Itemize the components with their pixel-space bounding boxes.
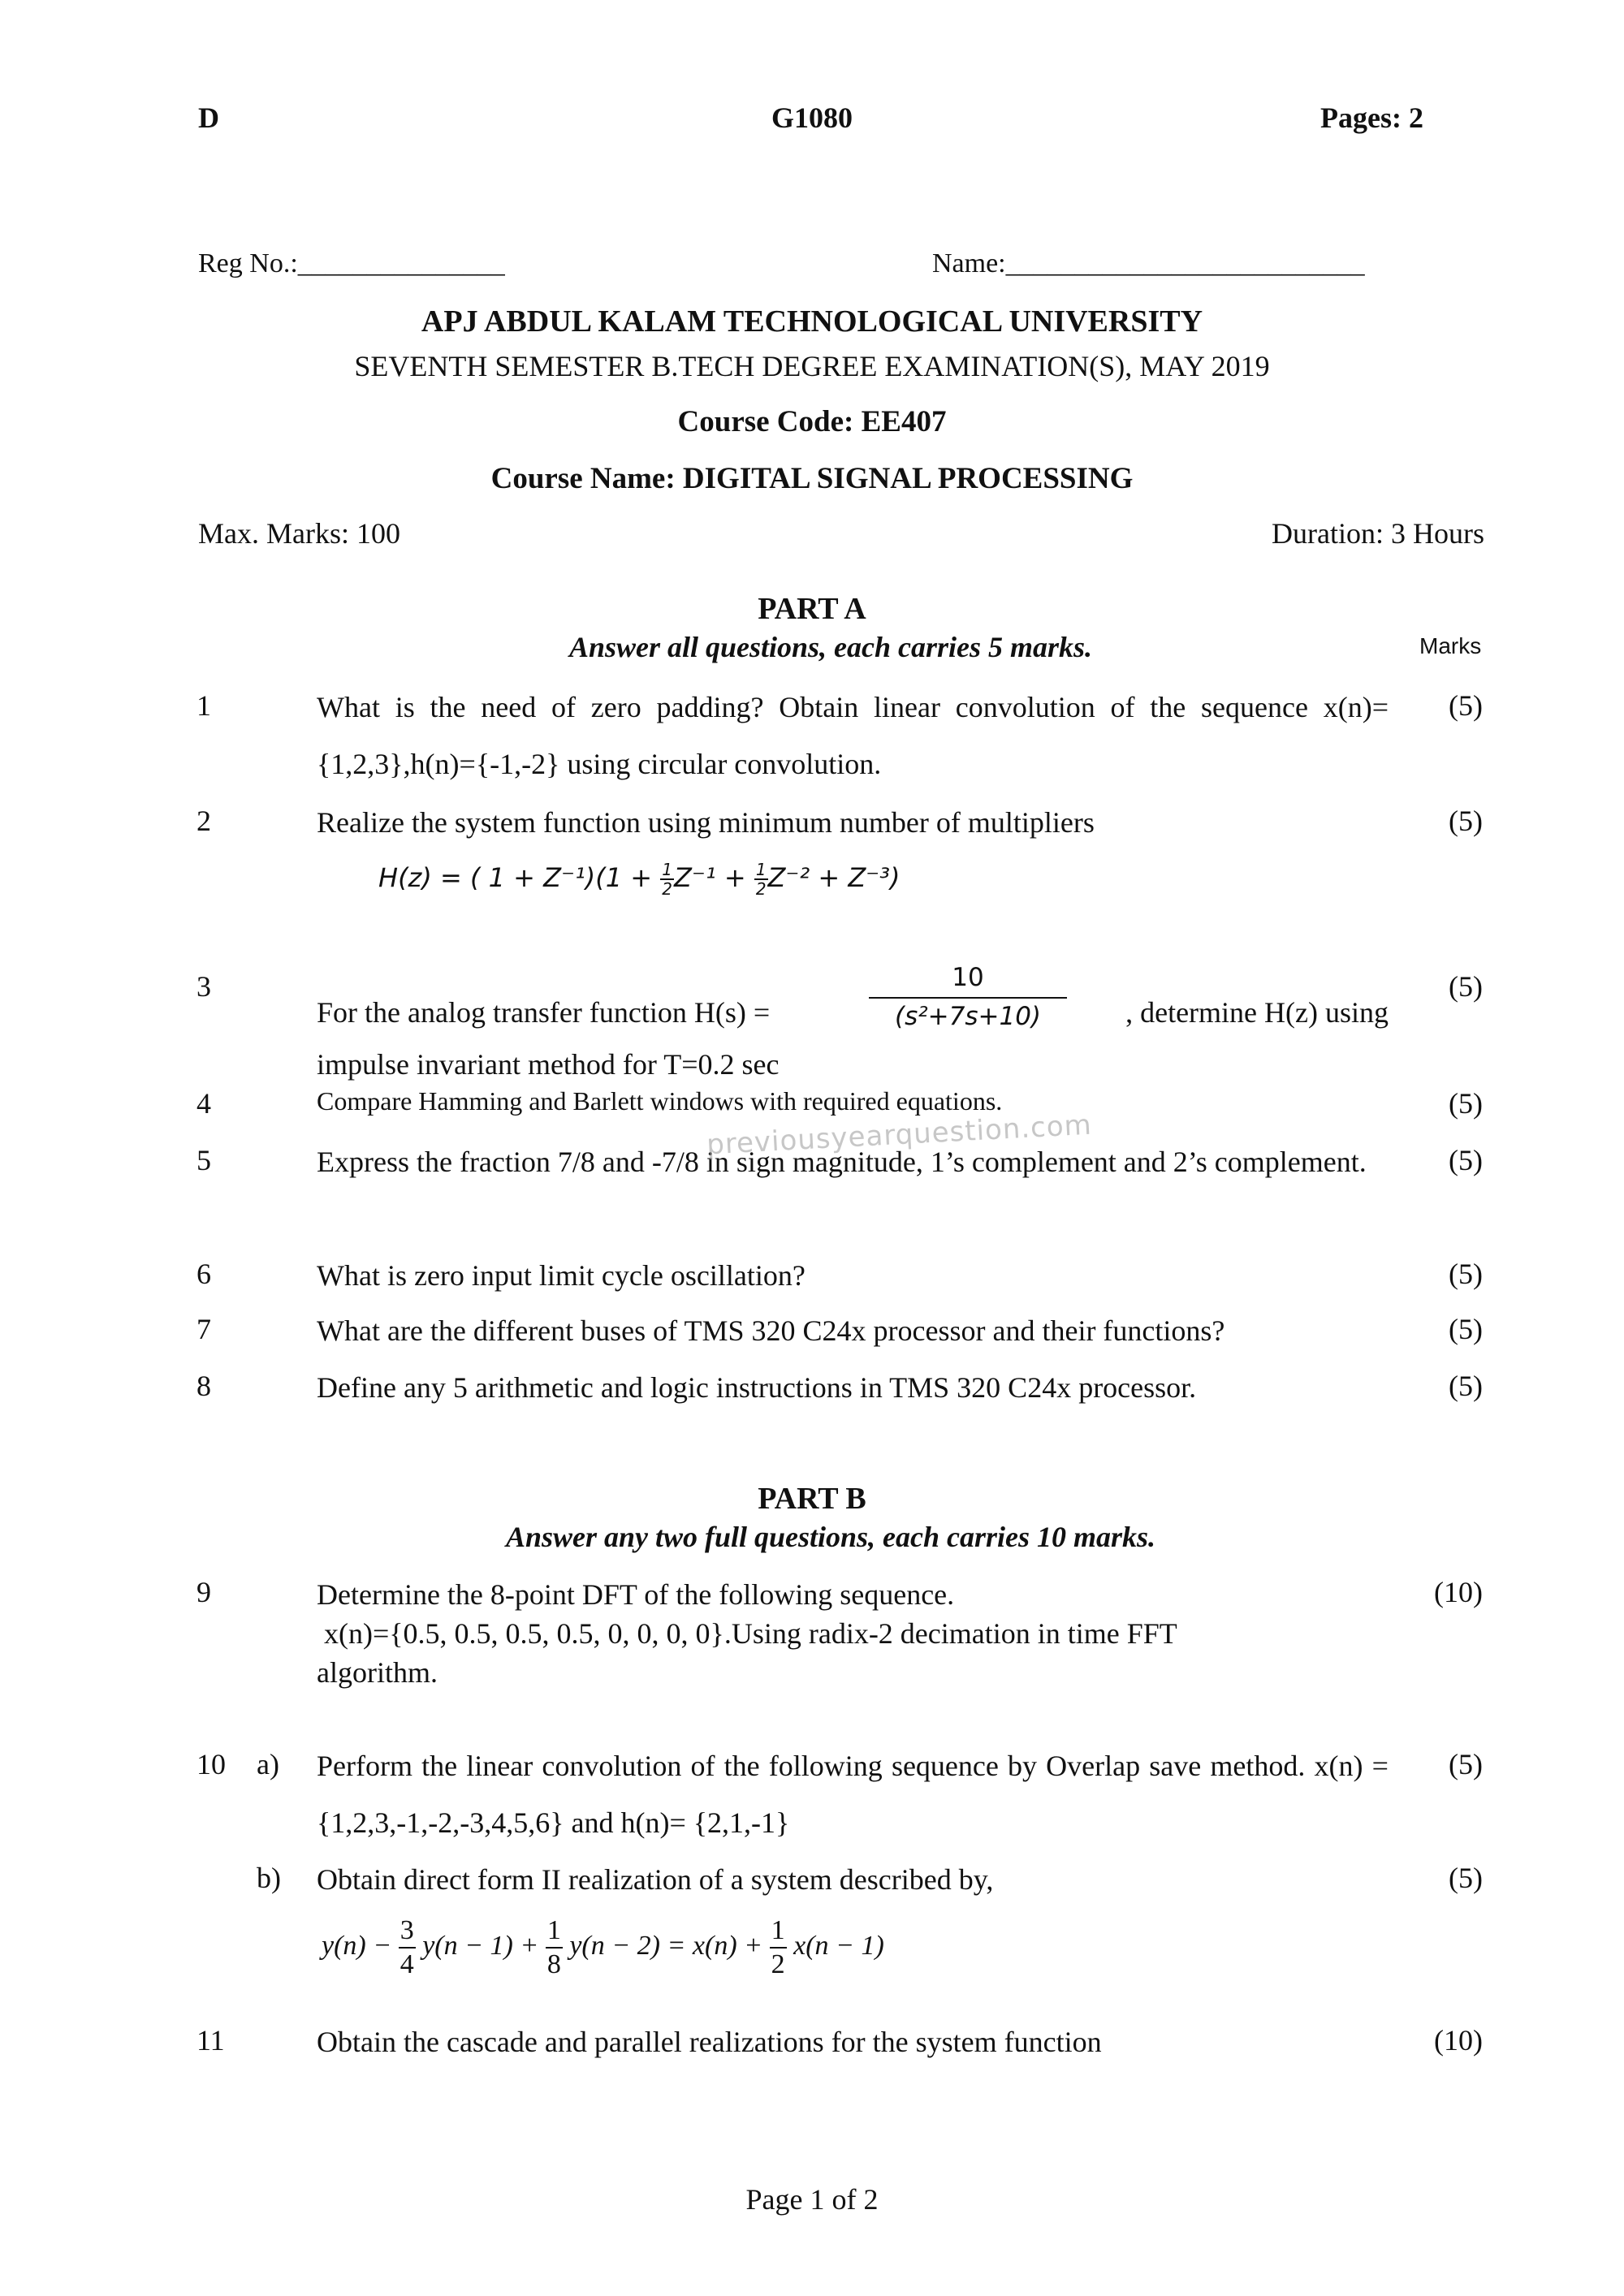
marks-column-header: Marks [1419,633,1482,658]
subquestion-label: a) [257,1748,279,1780]
fraction-denominator: (s²+7s+10) [894,1002,1042,1031]
question-marks: (5) [1449,1370,1483,1402]
page-count: Pages: 2 [1320,101,1423,134]
q9-line2: x(n)={0.5, 0.5, 0.5, 0.5, 0, 0, 0, 0}.Using radix-2 decimation in time FFT [317,1617,1177,1650]
course-code: Course Code: EE407 [677,405,947,438]
subquestion-label: b) [257,1862,281,1894]
part-b-instruction: Answer any two full questions, each carries 10 marks. [505,1521,1156,1553]
question-text: Realize the system function using minimum number of multipliers [317,806,1095,839]
fraction-numerator: 1 [546,1914,563,1949]
question-marks: (5) [1449,689,1483,722]
paper-set-code: D [198,101,219,134]
question-text: What is the need of zero padding? Obtain linear convolution of the sequence x(n)={1,2,3},h(n)={-1,-2} using circular convolution. [317,691,1389,780]
q2-eq-lhs: H(z) = ( 1 + Z⁻¹)(1 + [378,862,661,893]
reg-no-field: Reg No.:_______________ [198,248,505,278]
q9-line1: Determine the 8-point DFT of the following sequence. [317,1578,955,1611]
question-text: What is zero input limit cycle oscillation? [317,1259,806,1292]
eq-fraction [399,1914,416,1981]
question-text: Obtain direct form II realization of a system described by, [317,1863,994,1896]
q10b-difference-equation [322,1914,884,1981]
question-text: What are the different buses of TMS 320 C24x processor and their functions? [317,1314,1225,1347]
eq-fraction [770,1914,787,1981]
question-number: 4 [197,1087,211,1120]
question-marks: (10) [1434,2024,1483,2056]
question-marks: (10) [1434,1576,1483,1608]
fraction-numerator: 1 [755,860,767,879]
course-name-value: DIGITAL SIGNAL PROCESSING [682,462,1134,495]
question-text-continued: , determine H(z) using [1125,996,1389,1029]
question-text [317,1575,1177,1692]
question-number: 3 [197,970,211,1003]
eq-fraction [546,1914,563,1981]
q3-fraction [869,963,1067,1031]
watermark: previousyearquestion.com [706,1108,1093,1162]
q2-eq-mid2: Z⁻² + Z⁻³) [767,862,901,893]
eq-term: y(n) − [322,1930,399,1961]
question-number: 1 [197,689,211,722]
question-marks: (5) [1449,1258,1483,1290]
name-field: Name:__________________________ [932,248,1365,278]
question-text: Obtain the cascade and parallel realizations for the system function [317,2026,1102,2058]
q2-eq-fraction [660,861,674,898]
question-marks: (5) [1449,1144,1483,1176]
fraction-denominator: 2 [771,1949,785,1979]
fraction-denominator: 2 [662,879,673,899]
question-number: 9 [197,1576,211,1608]
question-number: 10 [197,1748,226,1780]
fraction-denominator: 8 [546,1949,561,1979]
question-marks: (5) [1449,970,1483,1003]
fraction-numerator: 1 [662,860,673,879]
q2-eq-fraction [754,861,768,898]
question-marks: (5) [1449,1313,1483,1345]
q9-line3: algorithm. [317,1656,438,1689]
exam-title: SEVENTH SEMESTER B.TECH DEGREE EXAMINATION(S), MAY 2019 [354,350,1270,382]
question-marks: (5) [1449,1087,1483,1120]
question-text: For the analog transfer function H(s) = [317,996,771,1029]
question-number: 8 [197,1370,211,1402]
question-text-line2: impulse invariant method for T=0.2 sec [317,1048,780,1081]
eq-term: y(n − 2) = x(n) + [562,1930,770,1961]
question-marks: (5) [1449,1862,1483,1894]
eq-term: y(n − 1) + [415,1930,546,1961]
fraction-denominator: 4 [400,1949,414,1979]
question-number: 6 [197,1258,211,1290]
course-name-label: Course Name: [490,462,683,495]
fraction-numerator: 1 [770,1914,787,1949]
q2-eq-mid1: Z⁻¹ + [674,862,754,893]
question-number: 5 [197,1144,211,1176]
part-a-instruction: Answer all questions, each carries 5 marks. [568,631,1093,663]
question-marks: (5) [1449,805,1483,837]
question-number: 7 [197,1313,211,1345]
q2-transfer-function [378,857,900,898]
course-name [0,461,1624,496]
part-b-title: PART B [758,1482,866,1516]
question-number: 2 [197,805,211,837]
fraction-numerator: 3 [399,1914,416,1949]
fraction-denominator: 2 [755,879,767,899]
part-a-title: PART A [758,592,866,626]
question-text: Perform the linear convolution of the following sequence by Overlap save method. x(n) ={1,2,3,-1,-2,-3,4,5,6} and h(n)= {2,1,-1} [317,1750,1389,1839]
question-marks: (5) [1449,1748,1483,1780]
duration: Duration: 3 Hours [1272,517,1484,550]
max-marks: Max. Marks: 100 [198,517,400,550]
question-number: 11 [197,2024,225,2056]
question-text: Express the fraction 7/8 and -7/8 in sign magnitude, 1’s complement and 2’s complement. [317,1146,1367,1178]
university-name: APJ ABDUL KALAM TECHNOLOGICAL UNIVERSITY [421,304,1203,339]
eq-term: x(n − 1) [786,1930,884,1961]
question-text: Define any 5 arithmetic and logic instructions in TMS 320 C24x processor. [317,1371,1197,1404]
paper-code: G1080 [771,101,853,134]
page-footer: Page 1 of 2 [745,2183,879,2216]
question-text: Compare Hamming and Barlett windows with required equations. [317,1086,1003,1116]
fraction-numerator: 10 [869,963,1067,999]
